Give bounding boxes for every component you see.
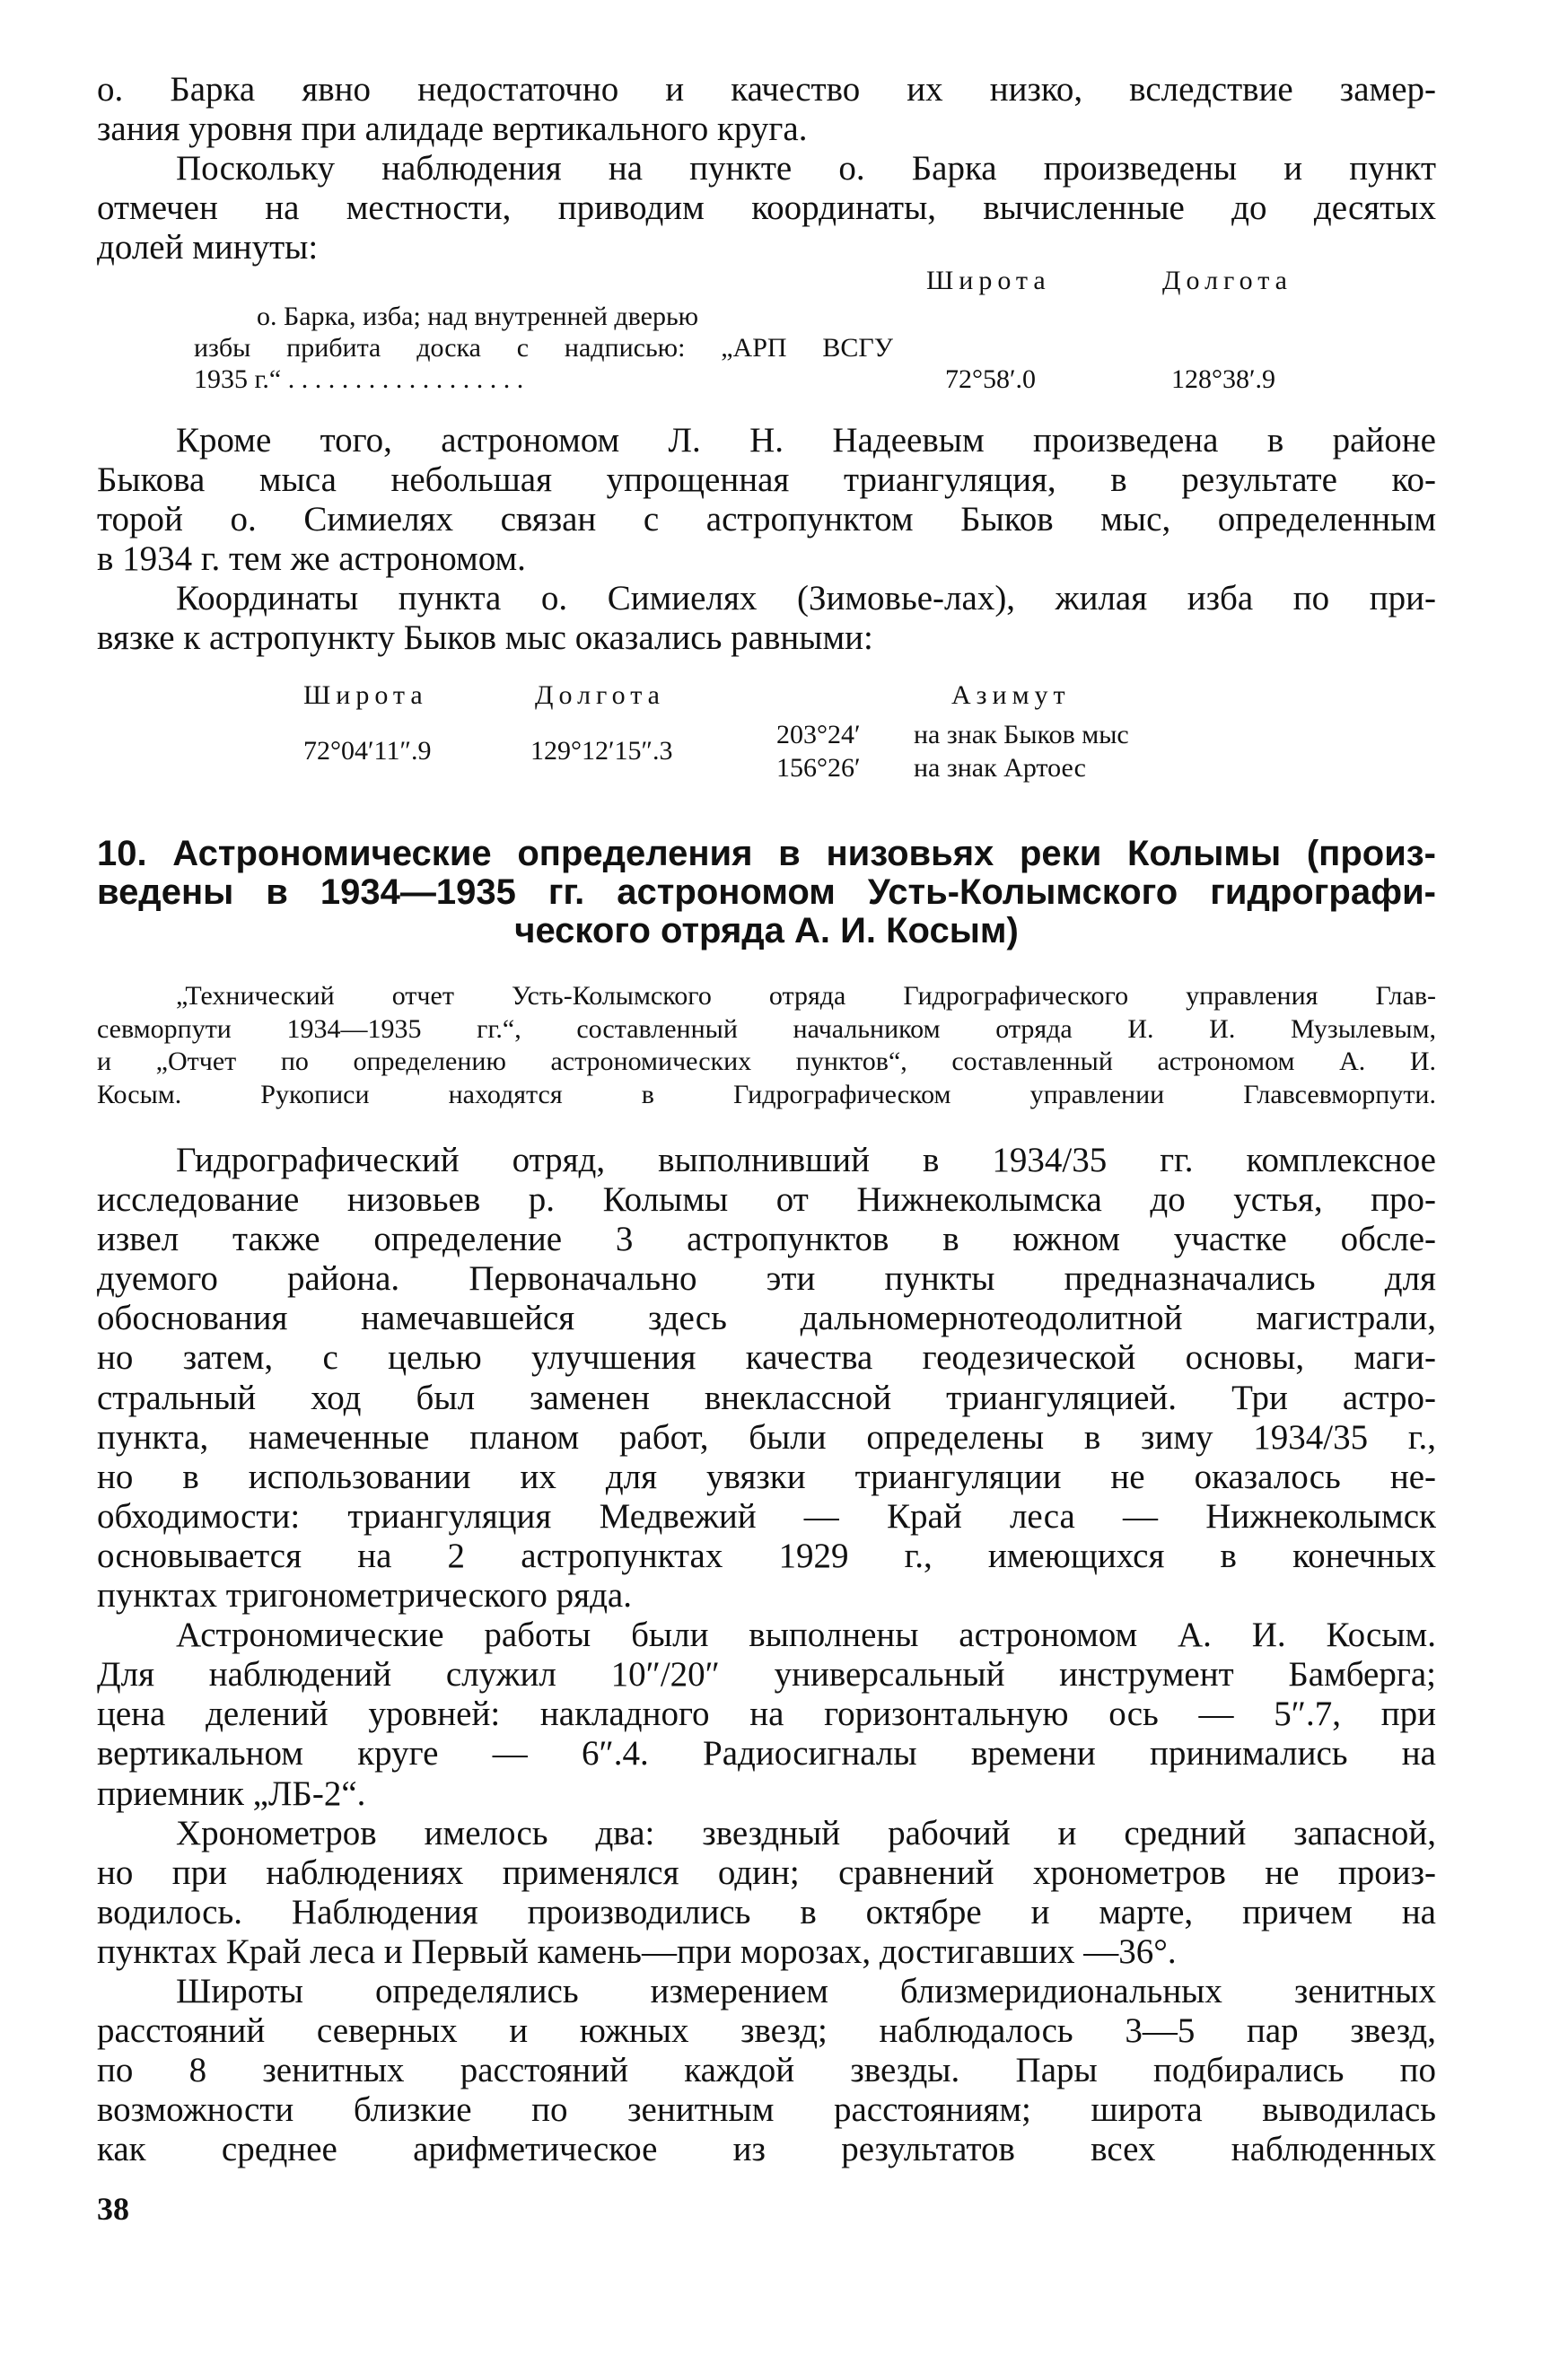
text-line: но при наблюдениях применялся один; сравнений хронометров не произ- bbox=[97, 1853, 1436, 1892]
text-line: пункта, намеченные планом работ, были определены в зиму 1934/35 г., bbox=[97, 1417, 1436, 1457]
text-line: торой о. Симиелях связан с астропунктом Быков мыс, определенным bbox=[97, 500, 1436, 539]
heading-line: ческого отряда А. И. Косым) bbox=[514, 911, 1019, 950]
column-header-azimuth: Азимут bbox=[951, 680, 1071, 710]
point-description-line: о. Барка, изба; над внутренней дверью bbox=[257, 302, 699, 331]
text-line: Астрономические работы были выполнены астрономом А. И. Косым. bbox=[176, 1616, 1436, 1655]
text-line: цена делений уровней: накладного на горизонтальную ось — 5″.7, при bbox=[97, 1695, 1436, 1734]
text-line: водилось. Наблюдения производились в октябре и марте, причем на bbox=[97, 1892, 1436, 1931]
text-line: зания уровня при алидаде вертикального круга. bbox=[97, 109, 808, 149]
paragraph bbox=[97, 70, 1436, 149]
column-header-latitude: Широта bbox=[303, 680, 428, 710]
section-heading bbox=[97, 835, 1436, 950]
paragraph bbox=[97, 1616, 1436, 1813]
mid-text bbox=[97, 421, 1436, 659]
column-header-longitude: Долгота bbox=[1162, 266, 1292, 295]
footnote-line: Косым. Рукописи находятся в Гидрографическом управлении Главсевморпути. bbox=[97, 1079, 1436, 1109]
body-text bbox=[97, 1141, 1436, 2169]
longitude-value: 128°38′.9 bbox=[1171, 364, 1276, 394]
text-line: Хронометров имелось два: звездный рабочий и средний запасной, bbox=[176, 1813, 1436, 1853]
column-header-longitude: Долгота bbox=[535, 680, 665, 710]
text-line: Быкова мыса небольшая упрощенная триангуляция, в результате ко- bbox=[97, 460, 1436, 500]
paragraph bbox=[97, 421, 1436, 579]
longitude-value: 129°12′15″.3 bbox=[530, 736, 673, 766]
paragraph bbox=[97, 1141, 1436, 1616]
heading-line: ведены в 1934—1935 гг. астрономом Усть-Колымского гидрографи- bbox=[97, 872, 1436, 912]
text-line: по 8 зенитных расстояний каждой звезды. Пары подбирались по bbox=[97, 2051, 1436, 2090]
text-line: расстояний северных и южных звезд; наблюдалось 3—5 пар звезд, bbox=[97, 2011, 1436, 2051]
azimuth-target: на знак Артоес bbox=[914, 753, 1086, 783]
azimuth-target: на знак Быков мыс bbox=[914, 720, 1129, 749]
point-description-line: 1935 г.“ . . . . . . . . . . . . . . . . . . bbox=[194, 364, 524, 394]
text-line: обходимости: триангуляция Медвежий — Край леса — Нижнеколымск bbox=[97, 1496, 1436, 1536]
text-line: Поскольку наблюдения на пункте о. Барка произведены и пункт bbox=[176, 149, 1436, 188]
text-line: долей минуты: bbox=[97, 228, 319, 267]
text-line: Широты определялись измерением близмеридиональных зенитных bbox=[176, 1971, 1436, 2010]
text-line: исследование низовьев р. Колымы от Нижнеколымска до устья, про- bbox=[97, 1180, 1436, 1220]
azimuth-value: 156°26′ bbox=[776, 753, 861, 783]
text-line: как среднее арифметическое из результатов всех наблюденных bbox=[97, 2130, 1436, 2169]
paragraph bbox=[97, 1814, 1436, 1972]
text-line: Кроме того, астрономом Л. Н. Надеевым произведена в районе bbox=[176, 421, 1436, 460]
text-line: но затем, с целью улучшения качества геодезической основы, маги- bbox=[97, 1338, 1436, 1378]
text-line: вязке к астропункту Быков мыс оказались равными: bbox=[97, 618, 873, 658]
text-line: Гидрографический отряд, выполнивший в 1934/35 гг. комплексное bbox=[176, 1141, 1436, 1179]
footnote-line: и „Отчет по определению астрономических пунктов“, составленный астрономом А. И. bbox=[97, 1047, 1436, 1077]
text-line: вертикальном круге — 6″.4. Радиосигналы времени принимались на bbox=[97, 1734, 1436, 1774]
heading-line: 10. Астрономические определения в низовьях реки Колымы (произ- bbox=[97, 834, 1436, 873]
page-number: 38 bbox=[97, 2191, 129, 2227]
text-line: возможности близкие по зенитным расстояниям; широта выводилась bbox=[97, 2090, 1436, 2130]
footnote-line: „Технический отчет Усть-Колымского отряда Гидрографического управления Глав- bbox=[176, 981, 1436, 1011]
text-line: пунктах Край леса и Первый камень—при морозах, достигавших —36°. bbox=[97, 1931, 1177, 1971]
footnote bbox=[97, 980, 1436, 1111]
paragraph bbox=[97, 149, 1436, 267]
text-line: в 1934 г. тем же астрономом. bbox=[97, 539, 526, 579]
text-line: пунктах тригонометрического ряда. bbox=[97, 1576, 632, 1616]
column-header-latitude: Широта bbox=[926, 266, 1051, 295]
text-line: Координаты пункта о. Симиелях (Зимовье-лах), жилая изба по при- bbox=[176, 579, 1436, 618]
paragraph bbox=[97, 579, 1436, 658]
azimuth-value: 203°24′ bbox=[776, 720, 861, 749]
text-line: стральный ход был заменен внеклассной триангуляцией. Три астро- bbox=[97, 1378, 1436, 1417]
text-line: но в использовании их для увязки триангуляции не оказалось не- bbox=[97, 1457, 1436, 1496]
top-text bbox=[97, 70, 1436, 267]
text-line: основывается на 2 астропунктах 1929 г., имеющихся в конечных bbox=[97, 1536, 1436, 1575]
text-line: отмечен на местности, приводим координаты, вычисленные до десятых bbox=[97, 188, 1436, 228]
text-line: извел также определение 3 астропунктов в южном участке обсле- bbox=[97, 1220, 1436, 1259]
text-line: приемник „ЛБ-2“. bbox=[97, 1774, 366, 1813]
latitude-value: 72°58′.0 bbox=[945, 364, 1037, 394]
text-line: Для наблюдений служил 10″/20″ универсальный инструмент Бамберга; bbox=[97, 1655, 1436, 1695]
text-line: о. Барка явно недостаточно и качество их низко, вследствие замер- bbox=[97, 70, 1436, 109]
point-description-line: избы прибита доска с надписью: „АРП ВСГУ bbox=[194, 333, 893, 363]
latitude-value: 72°04′11″.9 bbox=[303, 736, 432, 766]
paragraph bbox=[97, 1972, 1436, 2169]
text-line: обоснования намечавшейся здесь дальномернотеодолитной магистрали, bbox=[97, 1299, 1436, 1338]
text-line: дуемого района. Первоначально эти пункты предназначались для bbox=[97, 1259, 1436, 1299]
footnote-line: севморпути 1934—1935 гг.“, составленный начальником отряда И. И. Музылевым, bbox=[97, 1013, 1436, 1044]
